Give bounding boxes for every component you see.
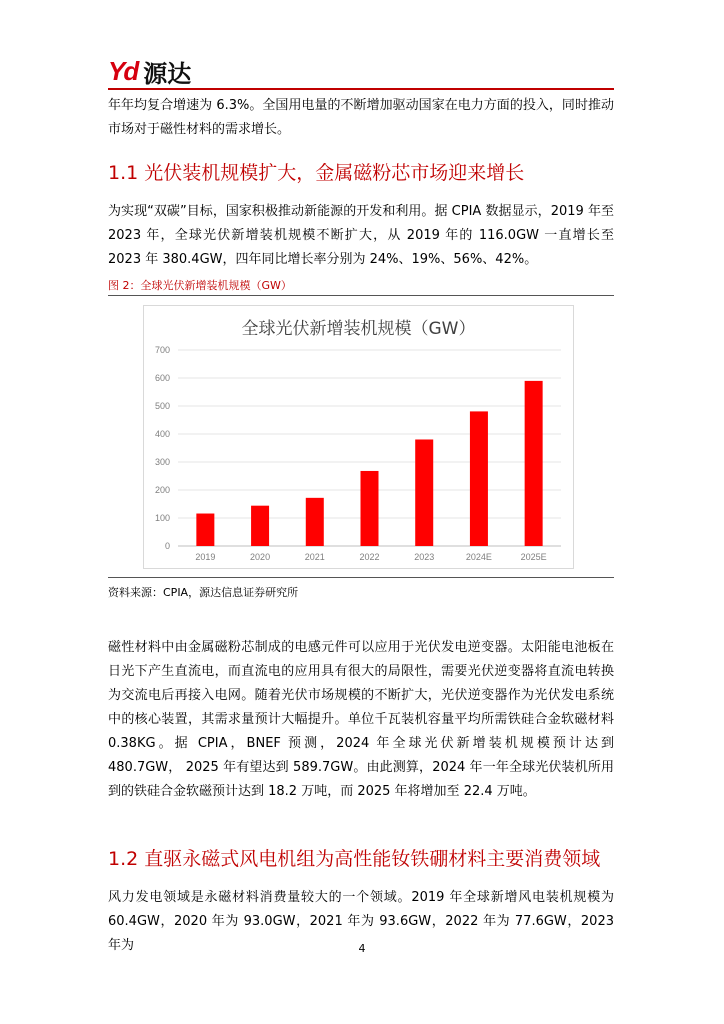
bar-2023 bbox=[415, 439, 433, 546]
page-number: 4 bbox=[358, 942, 366, 955]
figure-top-rule bbox=[108, 295, 614, 296]
y-tick-label: 300 bbox=[154, 457, 170, 467]
company-logo bbox=[108, 54, 191, 89]
y-tick-label: 400 bbox=[154, 429, 170, 439]
intro-paragraph: 年年均复合增速为 6.3%。全国用电量的不断增加驱动国家在电力方面的投入，同时推动市场对于磁性材料的需求增长。 bbox=[108, 98, 614, 137]
chart-canvas bbox=[144, 306, 575, 570]
bar-2021 bbox=[306, 498, 324, 546]
magnetic-paragraph: 磁性材料中由金属磁粉芯制成的电感元件可以应用于光伏发电逆变器。太阳能电池板在日光下产生直流电，而直流电的应用具有很大的局限性，需要光伏逆变器将直流电转换为交流电后再接入电网。随着光伏市场规模的不断扩大，光伏逆变器作为光伏发电系统中的核心装置，其需求量预计大幅提升。单位千瓦装机容量平均所需铁硅合金软磁材料 0.38KG。据 CPIA，BNEF 预测，2024 年全球光伏新增装机规模预计达到 480.7GW， 2025 年有望达到 589.7GW。由此测算，2024 年一年全球光伏装机所用到的铁硅合金软磁预计达到 18.2 万吨，而 2025 年将增加至 22.4 万吨。 bbox=[108, 640, 614, 799]
bar-chart bbox=[143, 305, 574, 569]
figure-caption: 图 2：全球光伏新增装机规模（GW） bbox=[108, 279, 292, 292]
y-tick-label: 0 bbox=[164, 541, 170, 551]
y-tick-label: 200 bbox=[154, 485, 170, 495]
figure-bottom-rule bbox=[108, 577, 614, 578]
y-tick-label: 600 bbox=[154, 373, 170, 383]
header-divider bbox=[108, 88, 614, 90]
pv-paragraph: 为实现“双碳”目标，国家积极推动新能源的开发和利用。据 CPIA 数据显示，2019 年至 2023 年，全球光伏新增装机规模不断扩大，从 2019 年的 116.0GW 一直增长至 2023 年 380.4GW，四年同比增长率分别为 24%、19%、56%、42%。 bbox=[108, 204, 614, 267]
x-tick-label: 2024E bbox=[465, 552, 492, 562]
x-tick-label: 2019 bbox=[195, 552, 216, 562]
bar-2020 bbox=[251, 506, 269, 546]
y-tick-label: 500 bbox=[154, 401, 170, 411]
bar-2025E bbox=[525, 381, 543, 546]
x-tick-label: 2023 bbox=[414, 552, 435, 562]
section-heading-1-1: 1.1 光伏装机规模扩大，金属磁粉芯市场迎来增长 bbox=[108, 162, 525, 184]
bar-2019 bbox=[196, 514, 214, 546]
x-tick-label: 2021 bbox=[304, 552, 325, 562]
bar-2024E bbox=[470, 411, 488, 546]
x-tick-label: 2020 bbox=[250, 552, 271, 562]
logo-mark: Yd bbox=[108, 56, 138, 86]
y-tick-label: 100 bbox=[154, 513, 170, 523]
x-tick-label: 2022 bbox=[359, 552, 380, 562]
bar-2022 bbox=[361, 471, 379, 546]
y-tick-label: 700 bbox=[154, 345, 170, 355]
figure-source: 资料来源：CPIA，源达信息证券研究所 bbox=[108, 586, 299, 599]
wind-paragraph: 风力发电领域是永磁材料消费量较大的一个领域。2019 年全球新增风电装机规模为 60.4GW，2020 年为 93.0GW，2021 年为 93.6GW，2022 年为 77.6GW，2023 年为 bbox=[108, 890, 614, 953]
chart-title: 全球光伏新增装机规模（GW） bbox=[241, 319, 476, 339]
x-tick-label: 2025E bbox=[520, 552, 547, 562]
section-heading-1-2: 1.2 直驱永磁式风电机组为高性能钕铁硼材料主要消费领域 bbox=[108, 848, 601, 870]
logo-text: 源达 bbox=[143, 60, 192, 88]
